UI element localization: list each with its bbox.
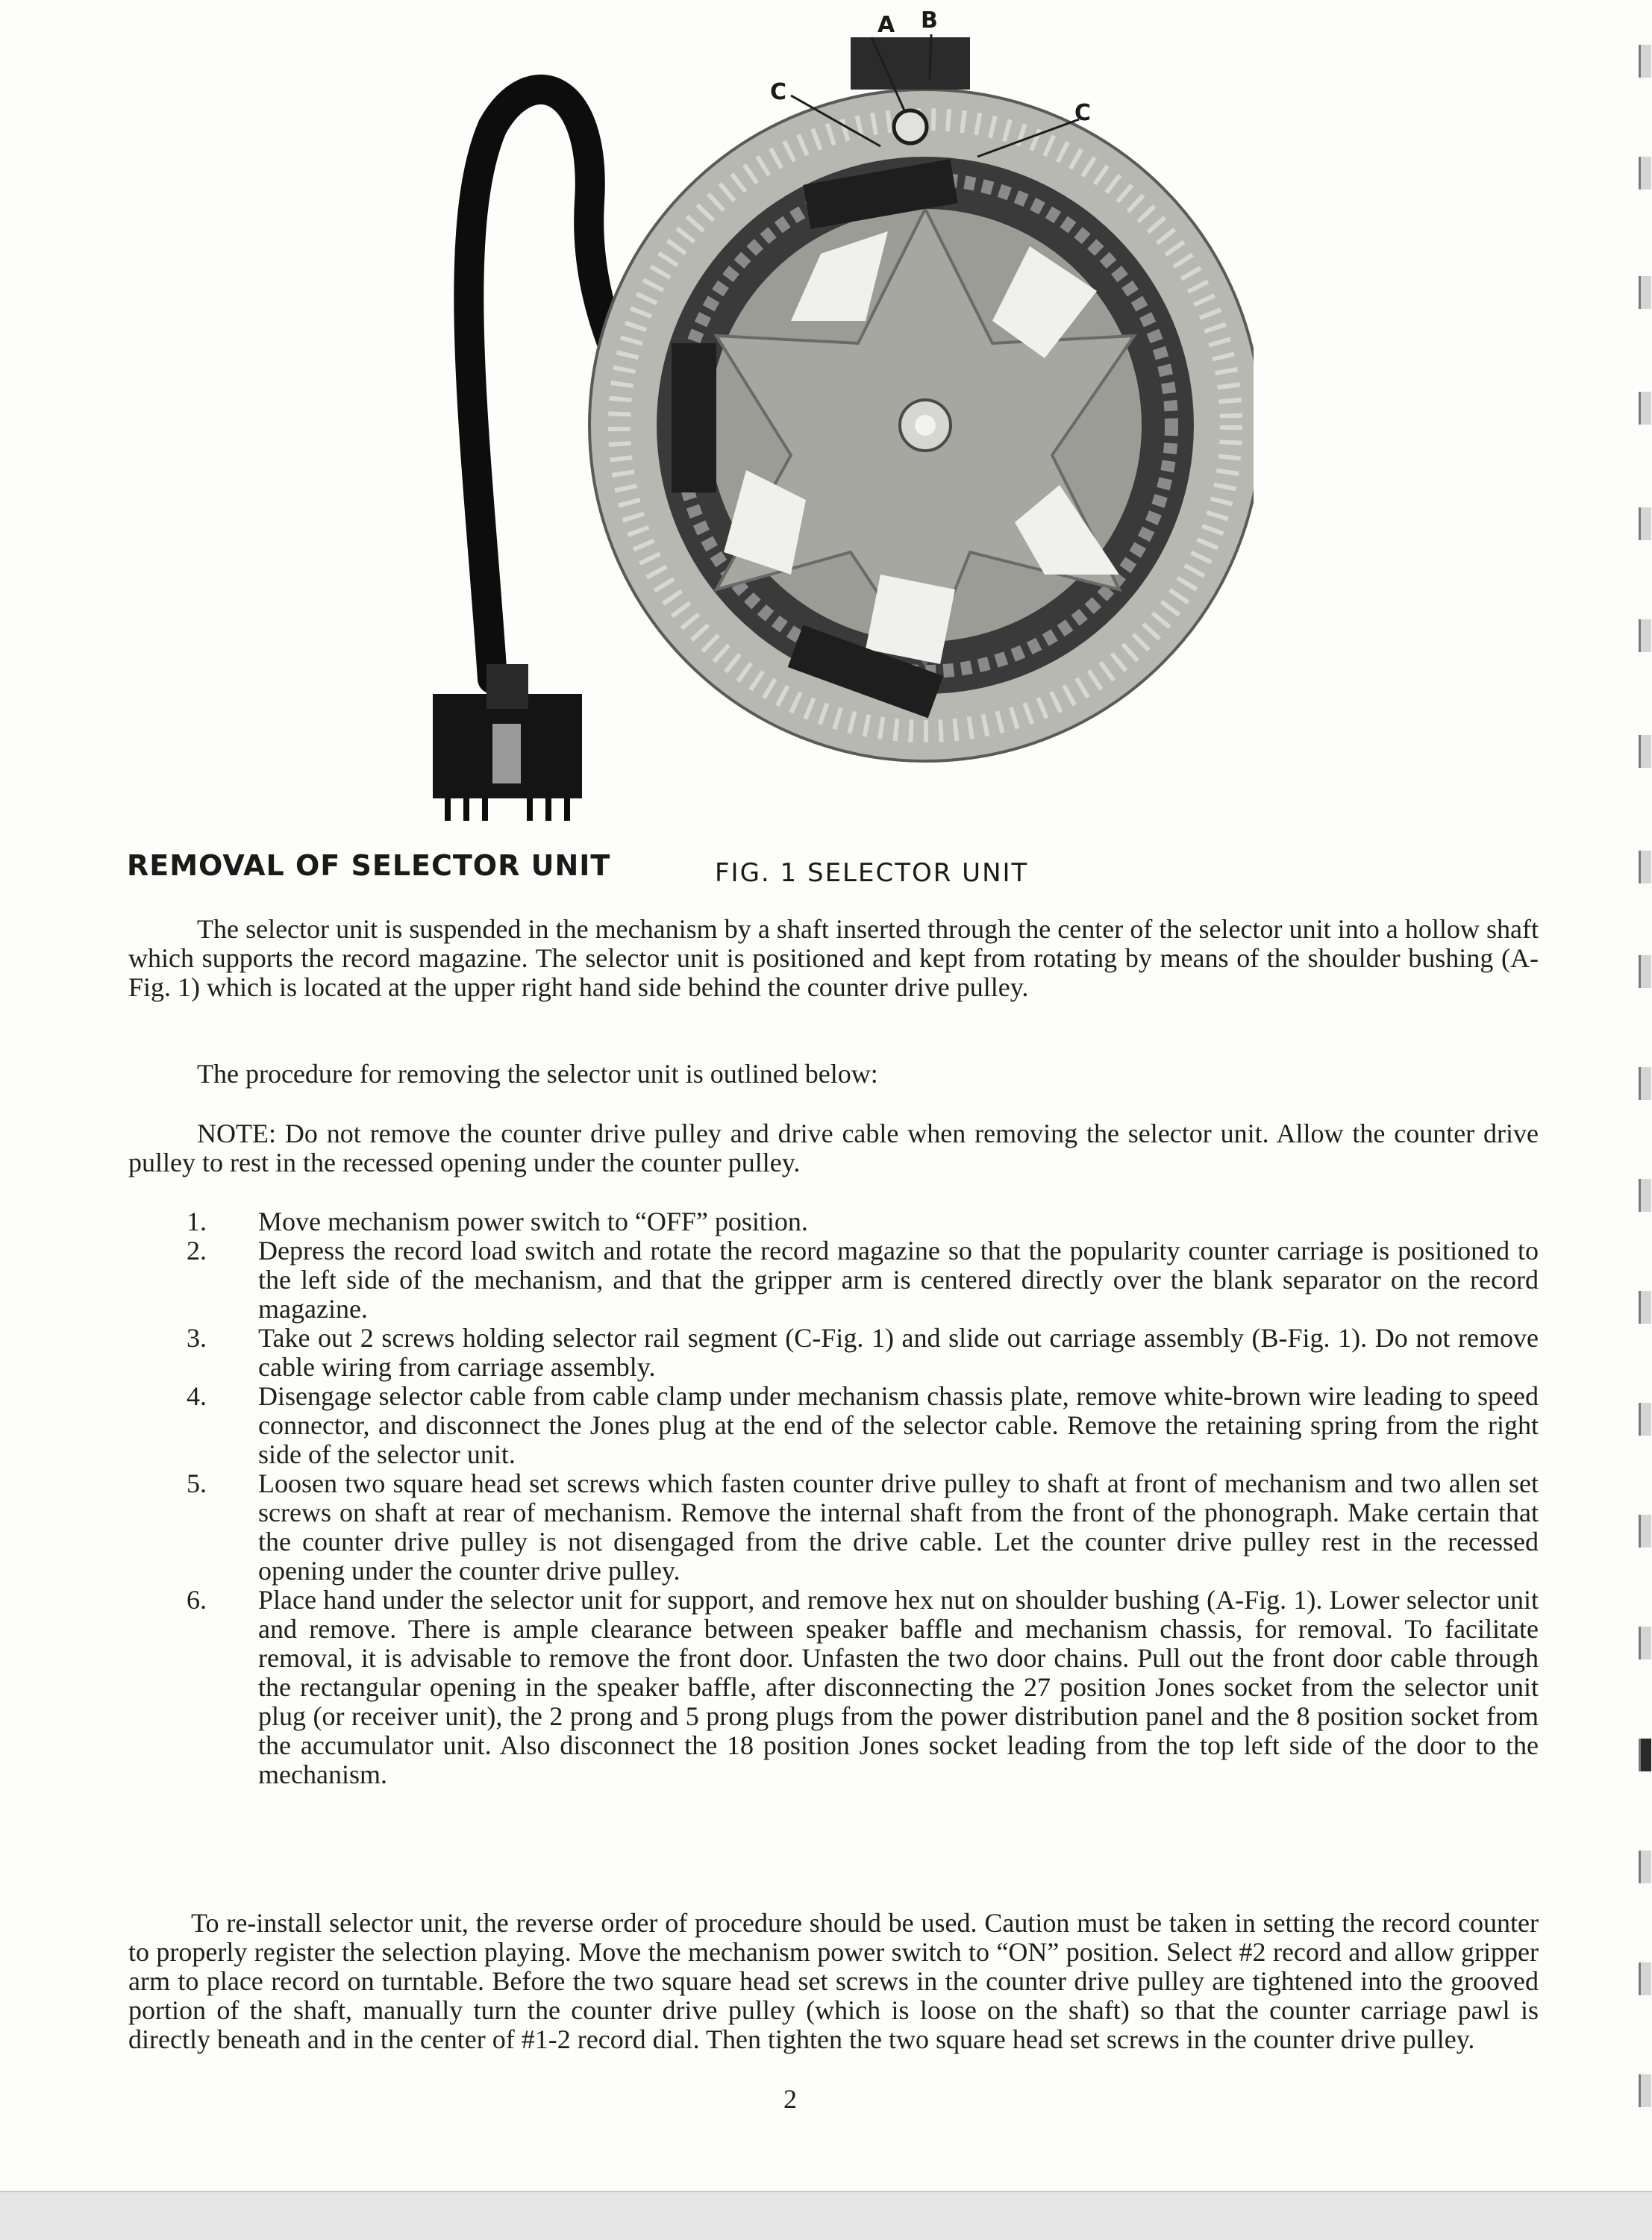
figure-caption: FIG. 1 SELECTOR UNIT <box>715 858 1029 888</box>
selector-unit-figure <box>403 7 1254 836</box>
step-item <box>187 1469 1539 1586</box>
label-c-left: C <box>770 79 787 105</box>
binder-tab <box>1639 276 1651 309</box>
binder-tab <box>1639 1515 1651 1548</box>
step-item <box>187 1236 1539 1324</box>
step-number: 4. <box>187 1381 207 1411</box>
binder-tab <box>1639 735 1651 768</box>
step-item <box>187 1324 1539 1382</box>
procedure-paragraph: The procedure for removing the selector unit is outlined below: <box>197 1059 878 1089</box>
label-a: A <box>877 12 895 38</box>
binder-tab <box>1639 1179 1651 1212</box>
step-number: 6. <box>187 1585 207 1615</box>
carriage-assembly <box>851 37 970 90</box>
removal-steps <box>187 1207 1539 1789</box>
page-number: 2 <box>783 2084 797 2114</box>
intro-paragraph: The selector unit is suspended in the mechanism by a shaft inserted through the center of the selector unit into a hollow shaft which supports the record magazine. The selector unit is positioned and kept from rotating by means of the shoulder bushing (A-Fig. 1) which is located at the upper right hand side behind the counter drive pulley. <box>128 914 1539 1002</box>
step-text: Disengage selector cable from cable clamp under mechanism chassis plate, remove white-brown wire leading to speed connector, and disconnect the Jones plug at the end of the selector cable. Remove the retaining spring from the right side of the selector unit. <box>258 1381 1539 1469</box>
label-b: B <box>921 7 938 34</box>
step-text: Take out 2 screws holding selector rail segment (C-Fig. 1) and slide out carriage assembly (B-Fig. 1). Do not remove cable wiring from carriage assembly. <box>258 1323 1539 1382</box>
scan-bottom-edge <box>0 2191 1652 2240</box>
binder-tab <box>1639 955 1651 988</box>
binder-tab <box>1639 507 1651 540</box>
binder-tab <box>1639 1739 1651 1771</box>
binder-tab <box>1639 1067 1651 1100</box>
binder-tab <box>1639 1291 1651 1324</box>
step-number: 3. <box>187 1323 207 1353</box>
selector-unit-drawing <box>403 7 1254 836</box>
binder-tab <box>1639 1403 1651 1436</box>
binder-tab <box>1639 851 1651 883</box>
step-item <box>187 1586 1539 1789</box>
step-number: 5. <box>187 1468 207 1498</box>
binder-tab <box>1639 392 1651 425</box>
binder-tab <box>1639 1962 1651 1995</box>
binder-tab <box>1639 619 1651 652</box>
step-text: Depress the record load switch and rotate the record magazine so that the popularity counter carriage is positioned to the left side of the mechanism, and that the gripper arm is centered directly over the blank separator on the record magazine. <box>258 1236 1539 1324</box>
step-item <box>187 1207 1539 1236</box>
binder-tab <box>1639 1627 1651 1659</box>
step-text: Place hand under the selector unit for support, and remove hex nut on shoulder bushing (A-Fig. 1). Lower selector unit and remove. There is ample clearance between speaker baffle and mechanism chassis, for removal. To facilitate removal, it is advisable to remove the front door. Unfasten the two door chains. Pull out the front door cable through the rectangular opening in the speaker baffle, after disconnecting the 27 position Jones socket from the selector unit plug (or receiver unit), the 2 prong and 5 prong plugs from the power distribution panel and the 8 position socket from the accumulator unit. Also disconnect the 18 position Jones socket leading from the top left side of the door to the mechanism. <box>258 1585 1539 1789</box>
section-heading: REMOVAL OF SELECTOR UNIT <box>127 849 611 882</box>
binder-tab <box>1639 2074 1651 2107</box>
reinstall-paragraph: To re-install selector unit, the reverse order of procedure should be used. Caution must be taken in setting the record counter to properly register the selection playing. Move the mechanism power switch to “ON” position. Select #2 record and allow gripper arm to place record on turntable. Before the two square head set screws in the counter drive pulley are tightened into the grooved portion of the shaft, manually turn the counter drive pulley (which is loose on the shaft) so that the counter carriage pawl is directly beneath and in the center of #1-2 record dial. Then tighten the two square head set screws in the counter drive pulley. <box>128 1908 1539 2054</box>
binder-tab <box>1639 157 1651 190</box>
binder-tab <box>1639 1850 1651 1883</box>
note-paragraph: NOTE: Do not remove the counter drive pulley and drive cable when removing the selector unit. Allow the counter drive pulley to rest in the recessed opening under the counter pulley. <box>128 1119 1539 1177</box>
step-number: 1. <box>187 1207 207 1236</box>
binder-tab <box>1639 45 1651 78</box>
step-text: Move mechanism power switch to “OFF” position. <box>258 1207 808 1236</box>
step-number: 2. <box>187 1236 207 1266</box>
step-text: Loosen two square head set screws which fasten counter drive pulley to shaft at front of mechanism and two allen set screws on shaft at rear of mechanism. Remove the internal shaft from the front of the phonograph. Make certain that the counter drive pulley is not disengaged from the drive cable. Let the counter drive pulley rest in the recessed opening under the counter drive pulley. <box>258 1468 1539 1586</box>
shoulder-bushing <box>894 110 927 143</box>
step-item <box>187 1382 1539 1469</box>
label-c-right: C <box>1074 100 1092 126</box>
